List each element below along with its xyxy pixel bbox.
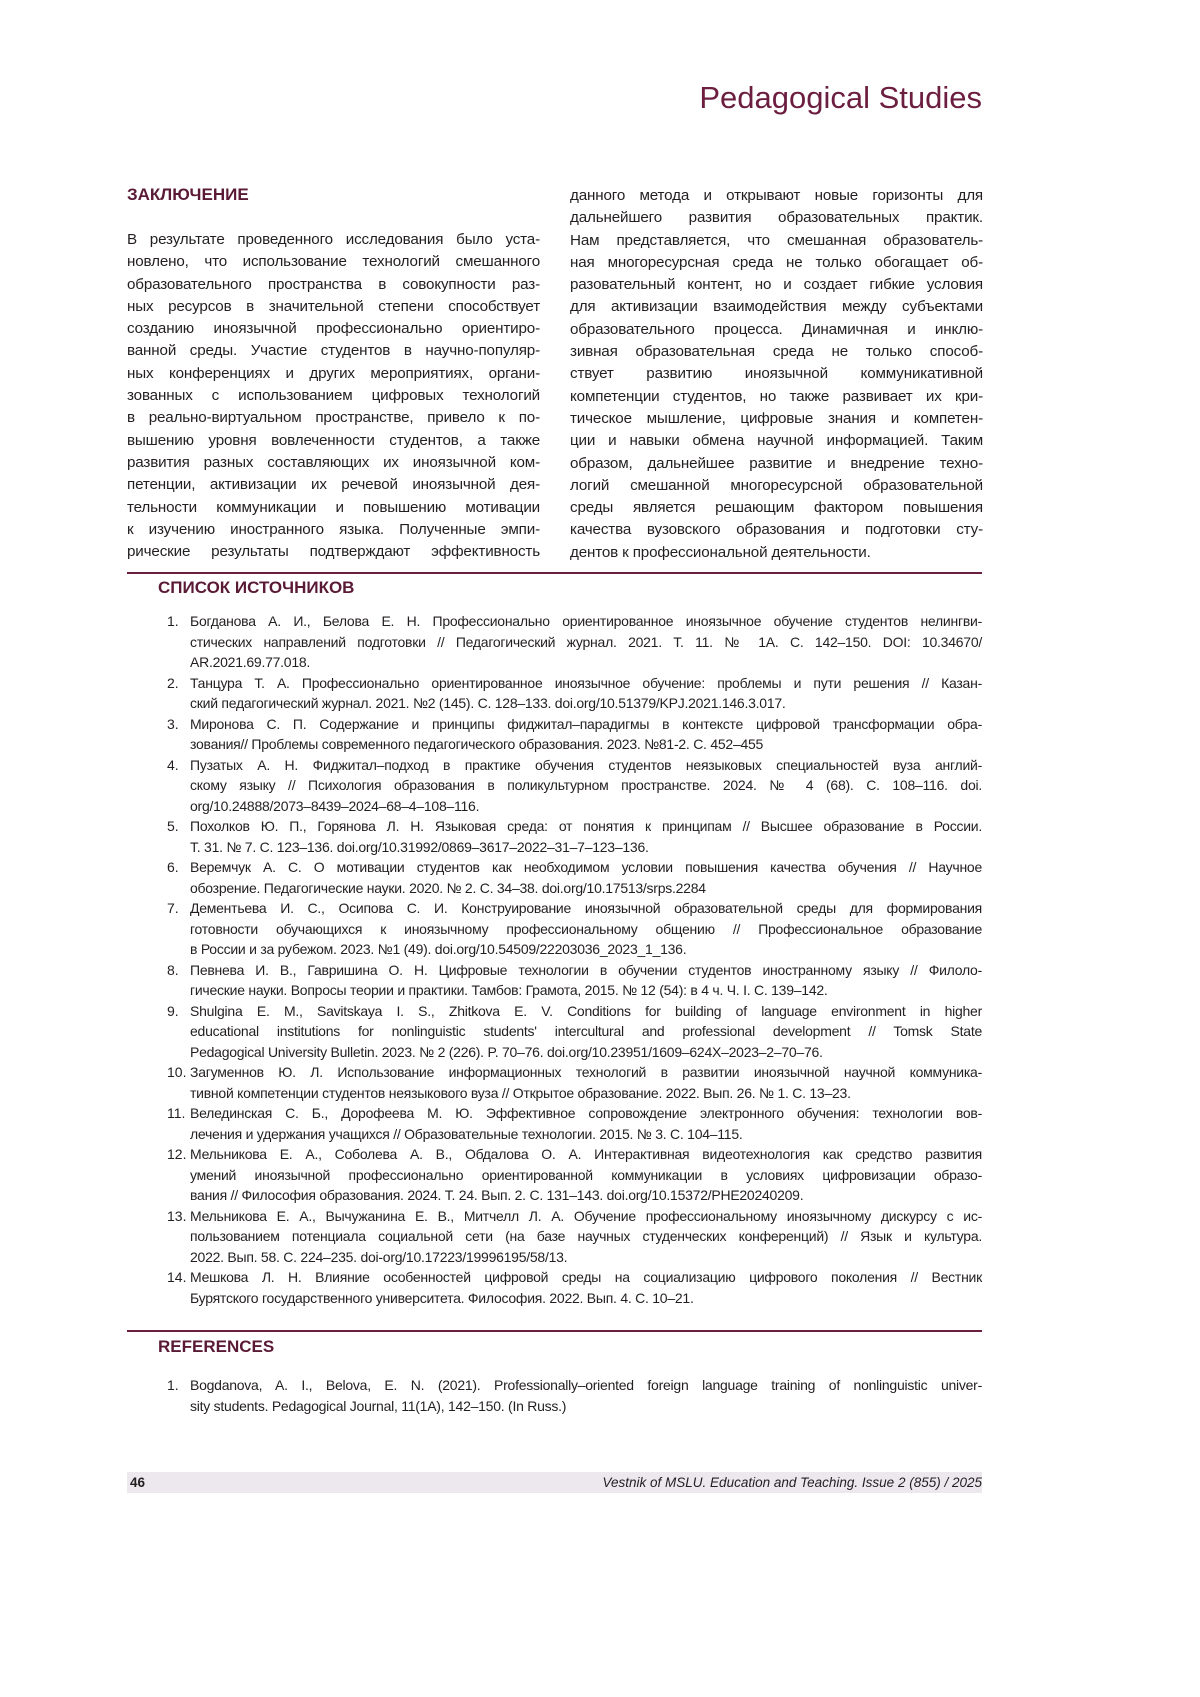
reference-item — [167, 714, 982, 755]
reference-number: 12. — [167, 1144, 186, 1165]
reference-number: 1. — [167, 1375, 179, 1396]
reference-item — [167, 673, 982, 714]
paragraph-line: Нам представляется, что смешанная образователь- — [570, 230, 983, 252]
paragraph-line: новлено, что использование технологий смешанного — [127, 251, 540, 273]
reference-number: 6. — [167, 857, 179, 878]
reference-item — [167, 1375, 982, 1416]
reference-item — [167, 898, 982, 960]
reference-line: тивной компетенции студентов неязыкового вуза // Открытое образование. 2022. Вып. 26. № 1. С. 13–23. — [190, 1083, 982, 1104]
reference-number: 3. — [167, 714, 179, 735]
reference-line: educational institutions for nonlinguistic students' intercultural and professional development // Tomsk State — [190, 1021, 982, 1042]
paragraph-line: для активизации взаимодействия между субъектами — [570, 296, 983, 318]
paragraph-line: зивная образовательная среда не только способ- — [570, 341, 983, 363]
reference-item — [167, 857, 982, 898]
reference-line: 2022. Вып. 58. С. 224–235. doi-org/10.17223/19996195/58/13. — [190, 1247, 982, 1268]
paragraph-line: развития разных составляющих их иноязычной ком- — [127, 452, 540, 474]
reference-line: Мешкова Л. Н. Влияние особенностей цифровой среды на социализацию цифрового поколения // Вестник — [190, 1267, 982, 1288]
reference-item — [167, 611, 982, 673]
reference-line: Мельникова Е. А., Соболева А. В., Обдалова О. А. Интерактивная видеотехнология как средство развития — [190, 1144, 982, 1165]
paragraph-line: образовательного процесса. Динамичная и инклю- — [570, 319, 983, 341]
reference-line: Пузатых А. Н. Фиджитал–подход в практике обучения студентов неязыковых специальностей вуза англий- — [190, 755, 982, 776]
reference-line: sity students. Pedagogical Journal, 11(1A), 142–150. (In Russ.) — [190, 1396, 982, 1417]
conclusion-left-column — [127, 229, 540, 563]
paragraph-line: ванной среды. Участие студентов в научно-популяр- — [127, 340, 540, 362]
paragraph-line: ная многоресурсная среда не только обогащает об- — [570, 252, 983, 274]
reference-number: 8. — [167, 960, 179, 981]
paragraph-line: образом, дальнейшее развитие и внедрение техно- — [570, 453, 983, 475]
page-footer — [127, 1472, 982, 1493]
paragraph-line: разовательный контент, но и создает гибкие условия — [570, 274, 983, 296]
paragraph-line: петенции, активизации их речевой иноязычной дея- — [127, 474, 540, 496]
reference-line: зования// Проблемы современного педагогического образования. 2023. №81-2. С. 452–455 — [190, 734, 982, 755]
reference-line: пользованием потенциала социальной сети (на базе научных студенческих конференций) // Язык и культура. — [190, 1226, 982, 1247]
reference-line: Загуменнов Ю. Л. Использование информационных технологий в развитии иноязычной научной коммуника- — [190, 1062, 982, 1083]
paragraph-line: рические результаты подтверждают эффективность — [127, 541, 540, 563]
reference-number: 2. — [167, 673, 179, 694]
reference-number: 4. — [167, 755, 179, 776]
reference-number: 14. — [167, 1267, 186, 1288]
paragraph-line: образовательного пространства в совокупности раз- — [127, 274, 540, 296]
paragraph-line: качества вузовского образования и подготовки сту- — [570, 519, 983, 541]
paragraph-line: в реально-виртуальном пространстве, привело к по- — [127, 407, 540, 429]
reference-number: 7. — [167, 898, 179, 919]
reference-line: AR.2021.69.77.018. — [190, 652, 982, 673]
reference-line: Похолков Ю. П., Горянова Л. Н. Языковая среда: от понятия к принципам // Высшее образование в России. — [190, 816, 982, 837]
reference-line: Велединская С. Б., Дорофеева М. Ю. Эффективное сопровождение электронного обучения: технологии вов- — [190, 1103, 982, 1124]
references-heading: REFERENCES — [158, 1337, 274, 1357]
reference-line: Т. 31. № 7. С. 123–136. doi.org/10.31992/0869–3617–2022–31–7–123–136. — [190, 837, 982, 858]
reference-line: Shulgina E. M., Savitskaya I. S., Zhitkova E. V. Conditions for building of language environment in higher — [190, 1001, 982, 1022]
reference-number: 11. — [167, 1103, 185, 1124]
page-number: 46 — [130, 1472, 145, 1493]
divider — [127, 1330, 982, 1332]
paragraph-line: дальнейшего развития образовательных практик. — [570, 207, 983, 229]
reference-item — [167, 755, 982, 817]
reference-line: Миронова С. П. Содержание и принципы фиджитал–парадигмы в контексте цифровой трансформации обра- — [190, 714, 982, 735]
reference-line: лечения и удержания учащихся // Образовательные технологии. 2015. № 3. С. 104–115. — [190, 1124, 982, 1145]
paragraph-line: данного метода и открывают новые горизонты для — [570, 185, 983, 207]
conclusion-right-column — [570, 185, 983, 564]
reference-item — [167, 1001, 982, 1063]
sources-list — [167, 611, 982, 1308]
reference-line: вания // Философия образования. 2024. Т. 24. Вып. 2. С. 131–143. doi.org/10.15372/PHE20240209. — [190, 1185, 982, 1206]
reference-line: готовности обучающихся к иноязычному профессиональному общению // Профессиональное образование — [190, 919, 982, 940]
reference-line: скому языку // Психология образования в поликультурном пространстве. 2024. № 4 (68). С. 108–116. doi. — [190, 775, 982, 796]
reference-line: ский педагогический журнал. 2021. №2 (145). С. 128–133. doi.org/10.51379/KPJ.2021.146.3.017. — [190, 693, 982, 714]
paragraph-line: тельности коммуникации и повышению мотивации — [127, 497, 540, 519]
paragraph-line: вышению уровня вовлеченности студентов, а также — [127, 430, 540, 452]
paragraph-line: В результате проведенного исследования было уста- — [127, 229, 540, 251]
reference-number: 10. — [167, 1062, 186, 1083]
reference-item — [167, 960, 982, 1001]
conclusion-heading: ЗАКЛЮЧЕНИЕ — [127, 185, 249, 205]
reference-line: Богданова А. И., Белова Е. Н. Профессионально ориентированное иноязычное обучение студентов нелингви- — [190, 611, 982, 632]
reference-item — [167, 816, 982, 857]
paragraph-line: логий смешанной многоресурсной образовательной — [570, 475, 983, 497]
reference-item — [167, 1144, 982, 1206]
reference-line: Бурятского государственного университета. Философия. 2022. Вып. 4. С. 10–21. — [190, 1288, 982, 1309]
reference-line: обозрение. Педагогические науки. 2020. № 2. С. 34–38. doi.org/10.17513/srps.2284 — [190, 878, 982, 899]
reference-line: стических направлений подготовки // Педагогический журнал. 2021. Т. 11. № 1А. С. 142–150. DOI: 10.34670/ — [190, 632, 982, 653]
reference-item — [167, 1267, 982, 1308]
paragraph-line: ции и навыки обмена научной информацией. Таким — [570, 430, 983, 452]
reference-line: Дементьева И. С., Осипова С. И. Конструирование иноязычной образовательной среды для формирования — [190, 898, 982, 919]
reference-line: Bogdanova, A. I., Belova, E. N. (2021). Professionally–oriented foreign language training of nonlinguistic univer- — [190, 1375, 982, 1396]
paragraph-line: созданию иноязычной профессионально ориентиро- — [127, 318, 540, 340]
references-list — [167, 1375, 982, 1416]
paragraph-line: дентов к профессиональной деятельности. — [570, 542, 983, 564]
paragraph-line: тическое мышление, цифровые знания и компетен- — [570, 408, 983, 430]
divider — [127, 572, 982, 574]
reference-line: Pedagogical University Bulletin. 2023. № 2 (226). P. 70–76. doi.org/10.23951/1609–624X–2023–2–70–76. — [190, 1042, 982, 1063]
reference-number: 5. — [167, 816, 179, 837]
reference-item — [167, 1103, 982, 1144]
reference-line: в России и за рубежом. 2023. №1 (49). doi.org/10.54509/22203036_2023_1_136. — [190, 939, 982, 960]
paragraph-line: среды является решающим фактором повышения — [570, 497, 983, 519]
paragraph-line: ствует развитию иноязычной коммуникативной — [570, 363, 983, 385]
reference-line: Певнева И. В., Гавришина О. Н. Цифровые технологии в обучении студентов иностранному языку // Филоло- — [190, 960, 982, 981]
reference-line: умений иноязычной профессионально ориентированной коммуникации в условиях цифровизации образо- — [190, 1165, 982, 1186]
reference-number: 9. — [167, 1001, 179, 1022]
footer-journal-title: Vestnik of MSLU. Education and Teaching. Issue 2 (855) / 2025 — [603, 1472, 982, 1493]
reference-line: Мельникова Е. А., Вычужанина Е. В., Митчелл Л. А. Обучение профессиональному иноязычному дискурсу с ис- — [190, 1206, 982, 1227]
journal-title: Pedagogical Studies — [699, 80, 982, 116]
paragraph-line: ных ресурсов в значительной степени способствует — [127, 296, 540, 318]
reference-line: гические науки. Вопросы теории и практики. Тамбов: Грамота, 2015. № 12 (54): в 4 ч. Ч. I. С. 139–142. — [190, 980, 982, 1001]
paragraph-line: к изучению иностранного языка. Полученные эмпи- — [127, 519, 540, 541]
reference-line: Танцура Т. А. Профессионально ориентированное иноязычное обучение: проблемы и пути решения // Казан- — [190, 673, 982, 694]
reference-item — [167, 1206, 982, 1268]
reference-item — [167, 1062, 982, 1103]
reference-line: Веремчук А. С. О мотивации студентов как необходимом условии повышения качества обучения // Научное — [190, 857, 982, 878]
reference-number: 13. — [167, 1206, 186, 1227]
paragraph-line: зованных с использованием цифровых технологий — [127, 385, 540, 407]
sources-heading: СПИСОК ИСТОЧНИКОВ — [158, 578, 354, 598]
paragraph-line: компетенции студентов, но также развивает их кри- — [570, 386, 983, 408]
paragraph-line: ных конференциях и других мероприятиях, органи- — [127, 363, 540, 385]
reference-number: 1. — [167, 611, 179, 632]
reference-line: org/10.24888/2073–8439–2024–68–4–108–116. — [190, 796, 982, 817]
